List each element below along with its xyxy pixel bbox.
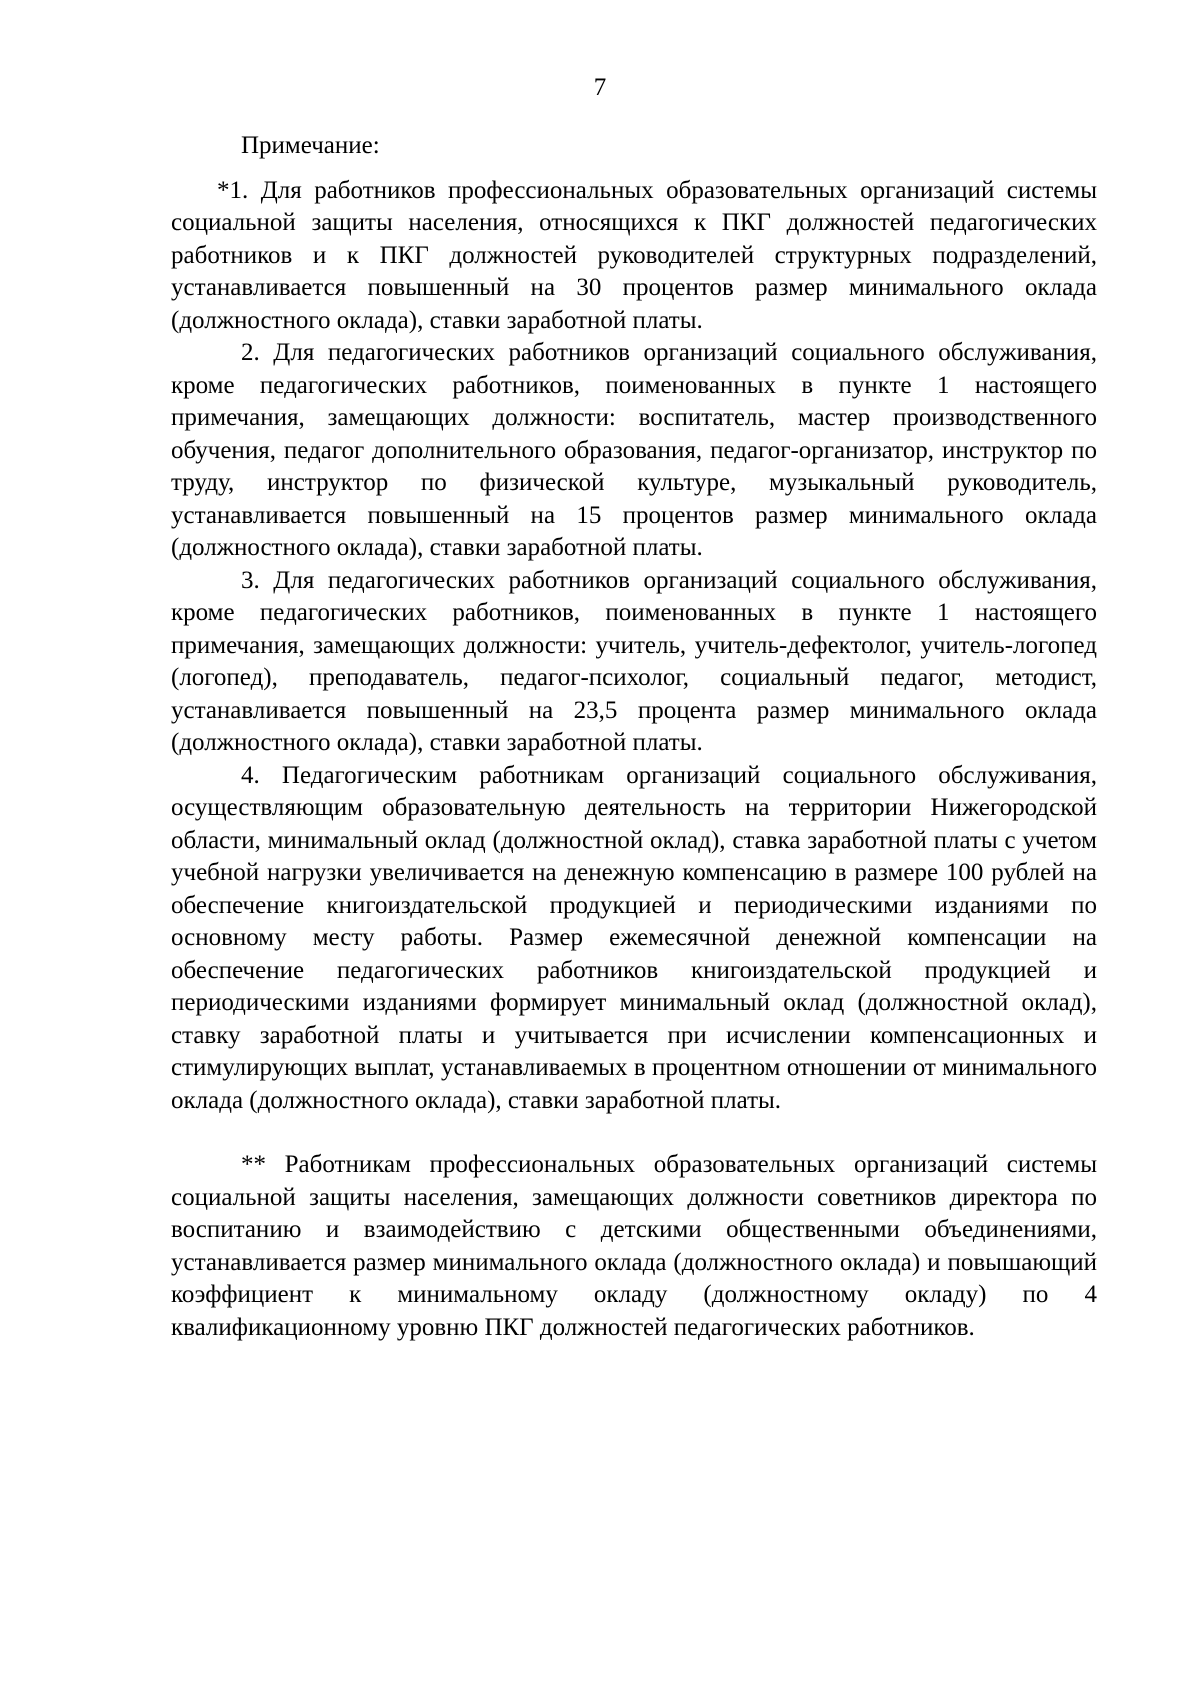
note-heading: Примечание:	[241, 132, 380, 159]
paragraph-spacer	[171, 1117, 1097, 1149]
page-number: 7	[593, 74, 607, 101]
document-body	[171, 130, 1097, 1344]
note-paragraph-1: *1. Для работников профессиональных образовательных организаций системы социальной защиты населения, относящихся к ПКГ должностей педагогических работников и к ПКГ должностей руководителей структурных подразделений, устанавливается повышенный на 30 процентов размер минимального оклада (должностного оклада), ставки заработной платы.	[171, 176, 1097, 334]
note-paragraph-4: 4. Педагогическим работникам организаций социального обслуживания, осуществляющим образовательную деятельность на территории Нижегородской области, минимальный оклад (должностной оклад), ставка заработной платы с учетом учебной нагрузки увеличивается на денежную компенсацию в размере 100 рублей на обеспечение книгоиздательской продукцией и периодическими изданиями по основному месту работы. Размер ежемесячной денежной компенсации на обеспечение педагогических работников книгоиздательской продукцией и периодическими изданиями формирует минимальный оклад (должностной оклад), ставку заработной платы и учитывается при исчислении компенсационных и стимулирующих выплат, устанавливаемых в процентном отношении от минимального оклада (должностного оклада), ставки заработной платы.	[171, 761, 1097, 1114]
note-paragraph-3: 3. Для педагогических работников организаций социального обслуживания, кроме педагогических работников, поименованных в пункте 1 настоящего примечания, замещающих должности: учитель, учитель-дефектолог, учитель-логопед (логопед), преподаватель, педагог-психолог, социальный педагог, методист, устанавливается повышенный на 23,5 процента размер минимального оклада (должностного оклада), ставки заработной платы.	[171, 566, 1097, 756]
note-paragraph-2: 2. Для педагогических работников организаций социального обслуживания, кроме педагогических работников, поименованных в пункте 1 настоящего примечания, замещающих должности: воспитатель, мастер производственного обучения, педагог дополнительного образования, педагог-организатор, инструктор по труду, инструктор по физической культуре, музыкальный руководитель, устанавливается повышенный на 15 процентов размер минимального оклада (должностного оклада), ставки заработной платы.	[171, 339, 1097, 561]
footnote-paragraph: ** Работникам профессиональных образовательных организаций системы социальной защиты населения, замещающих должности советников директора по воспитанию и взаимодействию с детскими общественными объединениями, устанавливается размер минимального оклада (должностного оклада) и повышающий коэффициент к минимальному окладу (должностному окладу) по 4 квалификационному уровню ПКГ должностей педагогических работников.	[171, 1151, 1097, 1341]
